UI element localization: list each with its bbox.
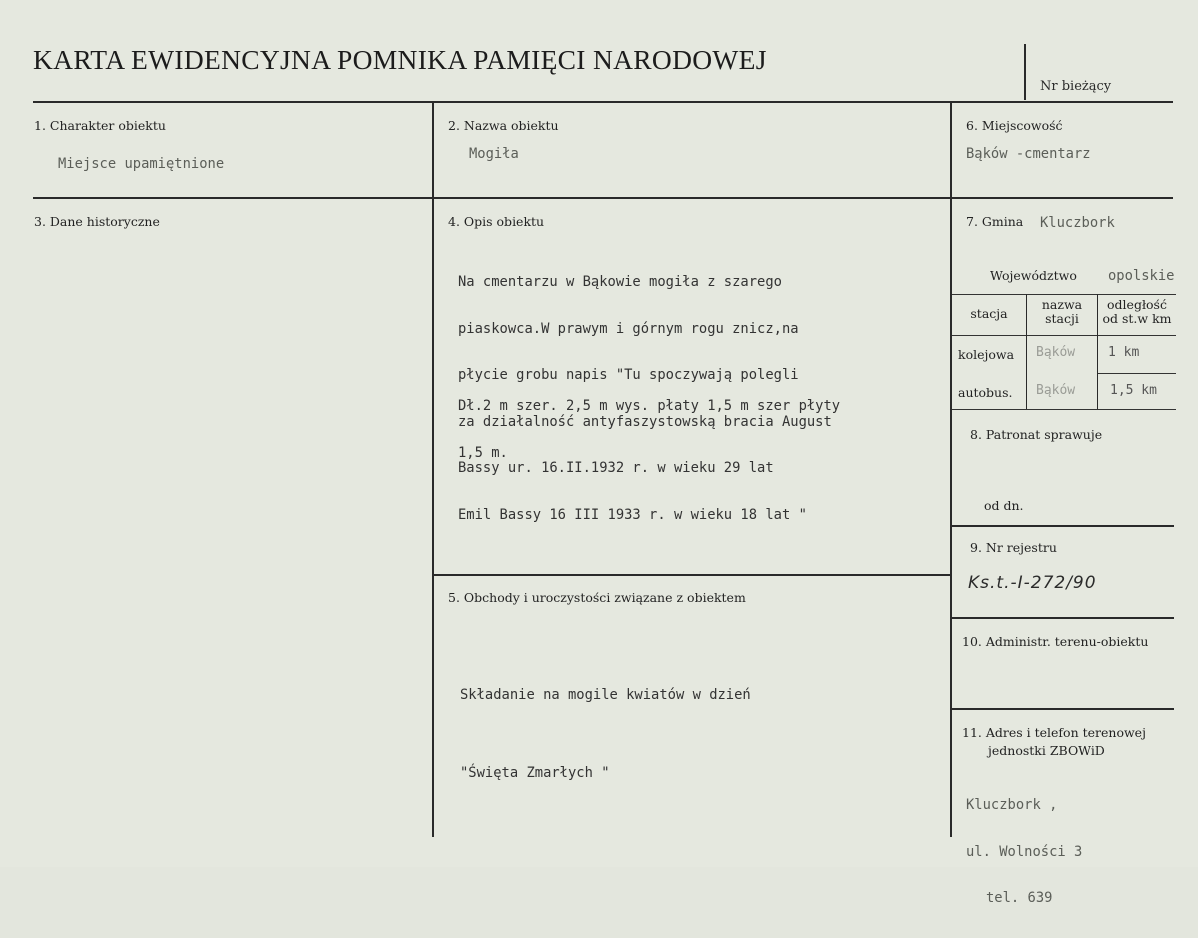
adres-line: Kluczbork , (966, 797, 1058, 813)
adres-label-2: jednostki ZBOWiD (988, 743, 1105, 758)
miejscowosc-label: 6. Miejscowość (966, 118, 1063, 133)
column-divider-1 (432, 103, 434, 837)
obchody-line: "Święta Zmarłych " (460, 765, 610, 781)
nazwa-label: 2. Nazwa obiektu (448, 118, 559, 133)
row1-rule (33, 197, 1173, 199)
opis-dims-line: 1,5 m. (458, 444, 508, 461)
table-row-kolejowa-label: kolejowa (958, 347, 1015, 362)
obchody-text (460, 630, 751, 838)
table-header-nazwa-2: stacji (1045, 311, 1079, 326)
obchody-line: Składanie na mogile kwiatów w dzień (460, 687, 751, 703)
table-row-kolejowa-nazwa: Bąków (1036, 345, 1076, 360)
nazwa-value: Mogiła (469, 146, 519, 162)
opis-label: 4. Opis obiektu (448, 214, 545, 229)
table-header-odleglosc (1098, 298, 1176, 326)
opis-dims-line: Dł.2 m szer. 2,5 m wys. płaty 1,5 m szer płyty (458, 398, 841, 414)
column-divider-2 (950, 103, 952, 837)
card-title: KARTA EWIDENCYJNA POMNIKA PAMIĘCI NARODOWEJ (33, 44, 767, 75)
table-row-autobus-odl: 1,5 km (1110, 383, 1157, 398)
table-header-nazwa (1027, 298, 1097, 326)
table-header-odl-2: od st.w km (1102, 311, 1172, 326)
wojewodztwo-label: Województwo (990, 268, 1077, 283)
opis-dimensions (458, 368, 840, 492)
opis-line: Na cmentarzu w Bąkowie mogiła z szarego (458, 274, 782, 290)
table-top-rule (952, 294, 1176, 295)
table-header-stacja: stacja (970, 306, 1008, 321)
header-rule (33, 101, 1173, 103)
miejscowosc-value: Bąków -cmentarz (966, 146, 1091, 162)
table-header-odl-1: odległość (1107, 297, 1167, 312)
gmina-label: 7. Gmina (966, 214, 1024, 229)
adres-line: tel. 639 (986, 890, 1053, 906)
charakter-value: Miejsce upamiętnione (58, 156, 225, 172)
header-divider (1024, 44, 1026, 100)
table-bottom-rule (952, 409, 1176, 410)
nr-biezacy-label: Nr bieżący (1040, 79, 1112, 94)
gmina-value: Kluczbork (1040, 215, 1115, 231)
charakter-label: 1. Charakter obiektu (34, 118, 166, 133)
administr-label: 10. Administr. terenu-obiektu (962, 634, 1149, 649)
rejestr-value: Ks.t.-I-272/90 (968, 573, 1097, 593)
dane-historyczne-label: 3. Dane historyczne (34, 214, 160, 229)
obchody-label: 5. Obchody i uroczystości związane z obiektem (448, 590, 746, 605)
opis-line: za działalność antyfaszystowską bracia August (458, 413, 832, 430)
table-row-rule (1098, 373, 1176, 374)
adres-line: ul. Wolności 3 (966, 843, 1083, 860)
table-header-nazwa-1: nazwa (1041, 297, 1083, 312)
patronat-od-label: od dn. (984, 498, 1024, 513)
adres-lines (966, 767, 1082, 938)
opis-line: Emil Bassy 16 III 1933 r. w wieku 18 lat " (458, 506, 807, 523)
wojewodztwo-value: opolskie (1108, 268, 1175, 284)
obchody-top-rule (434, 574, 950, 576)
opis-line: płycie grobu napis "Tu spoczywają polegli (458, 367, 799, 383)
patronat-label: 8. Patronat sprawuje (970, 427, 1103, 442)
patronat-rule (952, 525, 1174, 527)
administr-rule (952, 708, 1174, 710)
table-row-autobus-nazwa: Bąków (1036, 383, 1076, 398)
rejestr-rule (952, 617, 1174, 619)
table-row-autobus-label: autobus. (958, 385, 1013, 400)
adres-label-1: 11. Adres i telefon terenowej (962, 725, 1146, 740)
rejestr-label: 9. Nr rejestru (970, 540, 1057, 555)
table-header-rule (952, 335, 1176, 336)
opis-line: Bassy ur. 16.II.1932 r. w wieku 29 lat (458, 460, 774, 476)
table-row-kolejowa-odl: 1 km (1108, 345, 1140, 360)
opis-line: piaskowca.W prawym i górnym rogu znicz,na (458, 320, 799, 337)
